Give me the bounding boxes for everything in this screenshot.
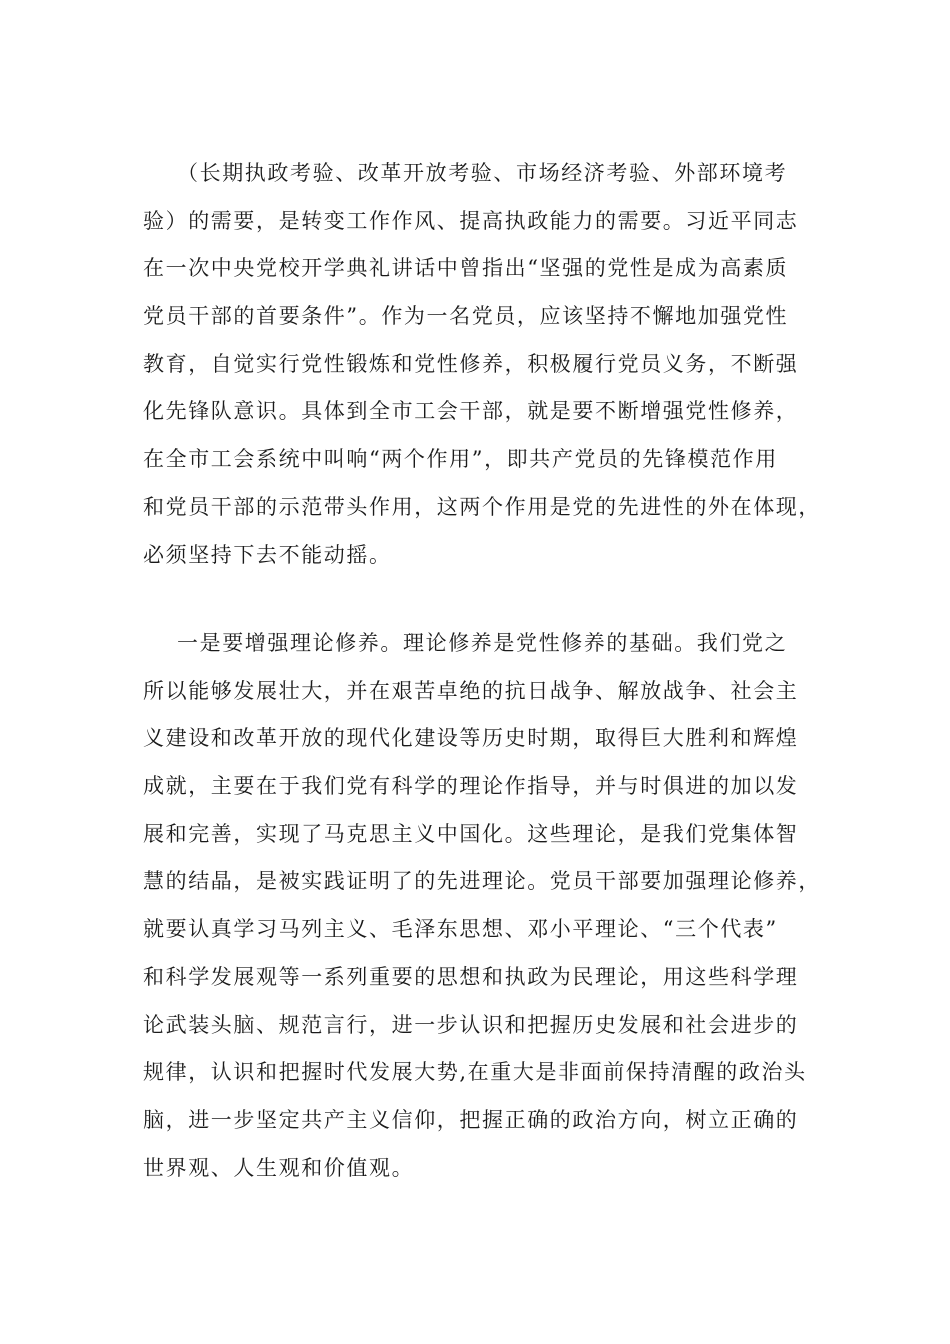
paragraph-line: 世界观、人生观和价值观。 <box>143 1155 415 1180</box>
paragraph-line: 就要认真学习马列主义、毛泽东思想、邓小平理论、“三个代表” <box>143 917 778 942</box>
paragraph-line: 一是要增强理论修养。理论修养是党性修养的基础。我们党之 <box>177 631 788 655</box>
paragraph-line: 必须坚持下去不能动摇。 <box>143 542 392 567</box>
paragraph-party-spirit <box>143 150 823 579</box>
paragraph-line: （长期执政考验、改革开放考验、市场经济考验、外部环境考 <box>177 161 788 185</box>
paragraph-line: 规律，认识和把握时代发展大势,在重大是非面前保持清醒的政治头 <box>143 1060 807 1085</box>
paragraph-line: 成就，主要在于我们党有科学的理论作指导，并与时俱进的加以发 <box>143 774 799 799</box>
paragraph-line: 展和完善，实现了马克思主义中国化。这些理论，是我们党集体智 <box>143 821 799 846</box>
paragraph-line: 所以能够发展壮大，并在艰苦卓绝的抗日战争、解放战争、社会主 <box>143 678 799 703</box>
paragraph-line: 义建设和改革开放的现代化建设等历史时期，取得巨大胜利和辉煌 <box>143 726 799 751</box>
paragraph-line: 验）的需要，是转变工作作风、提高执政能力的需要。习近平同志 <box>143 208 799 233</box>
paragraph-line: 论武装头脑、规范言行，进一步认识和把握历史发展和社会进步的 <box>143 1012 799 1037</box>
paragraph-line: 慧的结晶，是被实践证明了的先进理论。党员干部要加强理论修养， <box>143 869 821 894</box>
paragraph-line: 脑，进一步坚定共产主义信仰，把握正确的政治方向，树立正确的 <box>143 1107 799 1132</box>
paragraph-line: 党员干部的首要条件”。作为一名党员，应该坚持不懈地加强党性 <box>143 304 789 329</box>
paragraph-line: 教育，自觉实行党性锻炼和党性修养，积极履行党员义务，不断强 <box>143 351 799 376</box>
paragraph-line: 和科学发展观等一系列重要的思想和执政为民理论，用这些科学理 <box>143 964 799 989</box>
paragraph-line: 和党员干部的示范带头作用，这两个作用是党的先进性的外在体现， <box>143 494 821 519</box>
paragraph-line: 在一次中央党校开学典礼讲话中曾指出“坚强的党性是成为高素质 <box>143 256 789 281</box>
paragraph-line: 在全市工会系统中叫响“两个作用”，即共产党员的先锋模范作用 <box>143 447 778 472</box>
paragraph-line: 化先锋队意识。具体到全市工会干部，就是要不断增强党性修养， <box>143 399 799 424</box>
paragraph-theory-cultivation <box>143 620 823 1192</box>
